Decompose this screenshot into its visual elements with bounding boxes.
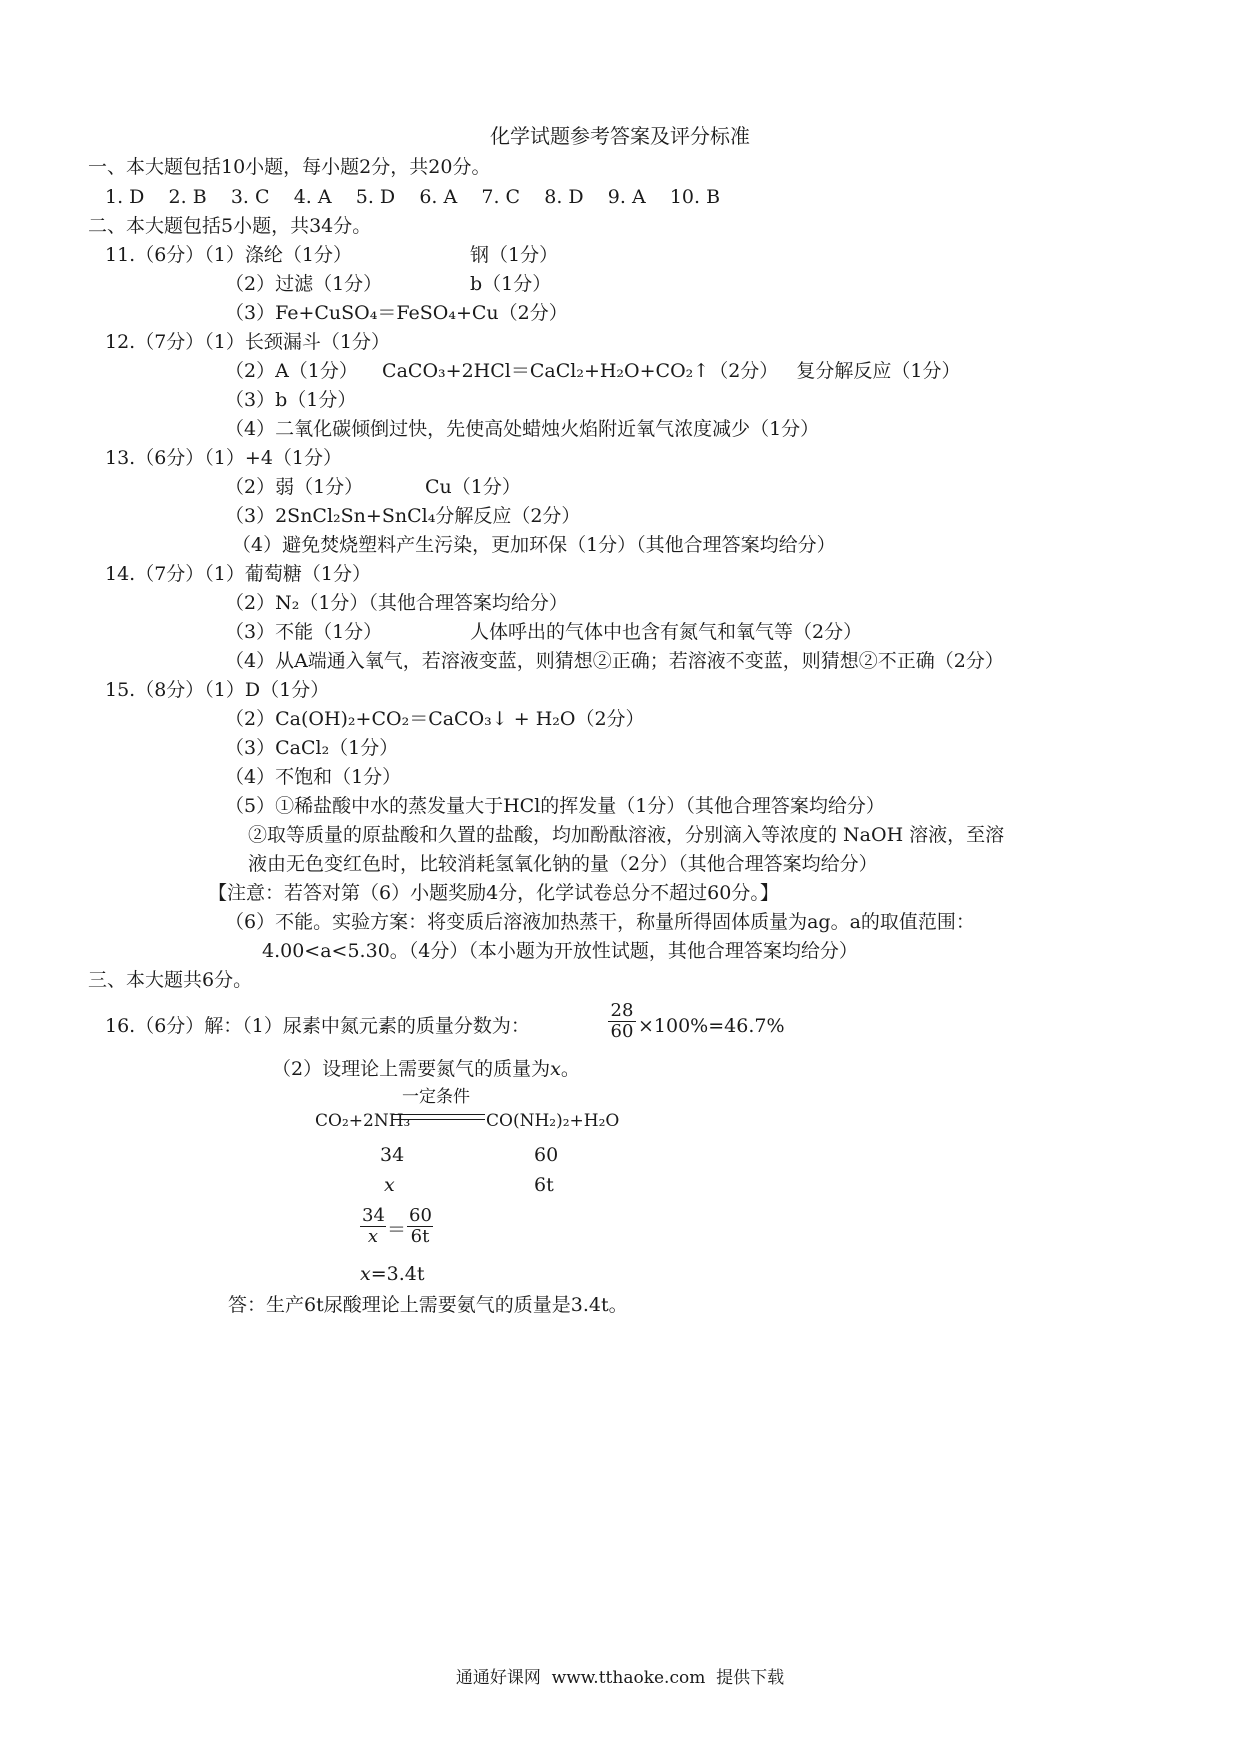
q15-a4: （4）不饱和（1分） [225,766,402,788]
section2-heading: 二、本大题包括5小题，共34分。 [88,215,372,237]
mass-nh3: 34 [380,1144,405,1166]
reaction-condition: 一定条件 [402,1087,470,1107]
q15-a5b-line2: 液由无色变红色时，比较消耗氢氧化钠的量（2分）（其他合理答案均给分） [248,853,878,875]
q15-a3: （3）CaCl₂（1分） [225,737,399,759]
q15-a6: （6）不能。实验方案：将变质后溶液加热蒸干，称量所得固体质量为ag。a的取值范围： [225,911,975,933]
q15-a6b: 4.00<a<5.30。（4分）（本小题为开放性试题，其他合理答案均给分） [262,940,858,962]
q14-a2: （2）N₂（1分）（其他合理答案均给分） [225,592,568,614]
q15-a5b-line1: ②取等质量的原盐酸和久置的盐酸，均加酚酞溶液，分别滴入等浓度的 NaOH 溶液，至溶 [248,824,1005,846]
var-nh3: x [384,1174,395,1196]
reaction-left: CO₂+2NH₃ [315,1111,411,1131]
reaction-equals-bottom [392,1119,485,1120]
footer-source: 通通好课网 www.tthaoke.com 提供下载 [455,1668,785,1688]
reaction-right: CO(NH₂)₂+H₂O [486,1111,620,1131]
solution [360,1261,425,1287]
q16-head: 16.（6分）解：（1）尿素中氮元素的质量分数为： [105,1015,530,1037]
q13-a2: （2）弱（1分） [225,476,364,498]
q11-a3: （3）Fe+CuSO₄＝FeSO₄+Cu（2分） [225,302,568,324]
q13-head: 13.（6分）（1）+4（1分） [105,447,342,469]
q12-a2: （2）A（1分） CaCO₃+2HCl＝CaCl₂+H₂O+CO₂↑（2分） 复分解反应（1分） [225,360,961,382]
ratio-left [360,1206,386,1247]
final-answer: 答：生产6t尿酸理论上需要氨气的质量是3.4t。 [228,1294,628,1316]
q13-a3: （3）2SnCl₂Sn+SnCl₄分解反应（2分） [225,505,581,527]
q14-a3: （3）不能（1分） [225,621,383,643]
q16-a2-text: （2）设理论上需要氮气的质量为 [272,1058,551,1080]
q11-head: 11.（6分）（1）涤纶（1分） [105,244,352,266]
q16-fraction [608,1001,636,1042]
var-urea: 6t [534,1174,554,1196]
q13-a4: （4）避免焚烧塑料产生污染，更加环保（1分）（其他合理答案均给分） [232,534,836,556]
q13-a2b: Cu（1分） [425,476,521,498]
q11-a2b: b（1分） [470,273,552,295]
ratio-right-num: 60 [409,1205,432,1226]
reaction-equals-top [392,1114,485,1115]
q16-a2-end: 。 [560,1058,580,1080]
q11-a2: （2）过滤（1分） [225,273,383,295]
q12-head: 12.（7分）（1）长颈漏斗（1分） [105,331,390,353]
q16-result: ×100%=46.7% [638,1015,785,1037]
q15-a2: （2）Ca(OH)₂+CO₂＝CaCO₃↓ + H₂O（2分） [225,708,645,730]
q15-head: 15.（8分）（1）D（1分） [105,679,330,701]
ratio-right-den: 6t [410,1226,430,1247]
page-title: 化学试题参考答案及评分标准 [490,124,750,148]
ratio-left-den: x [367,1226,379,1247]
ratio-equals: ＝ [387,1219,407,1241]
ratio-right [407,1206,433,1247]
q15-a5: （5）①稀盐酸中水的蒸发量大于HCl的挥发量（1分）（其他合理答案均给分） [225,795,885,817]
solution-var: x [360,1263,371,1285]
mass-urea: 60 [534,1144,559,1166]
ratio-left-num: 34 [362,1205,385,1226]
q15-note: 【注意：若答对第（6）小题奖励4分，化学试卷总分不超过60分。】 [208,882,779,904]
section1-answers: 1. D 2. B 3. C 4. A 5. D 6. A 7. C 8. D 9. A 10. B [105,186,721,208]
solution-value: =3.4t [370,1263,425,1285]
q16-a2-var: x [550,1058,561,1080]
q12-a4: （4）二氧化碳倾倒过快，先使高处蜡烛火焰附近氧气浓度减少（1分） [225,418,820,440]
q16-frac-den: 60 [610,1021,634,1042]
q16-frac-num: 28 [608,1001,636,1022]
q14-head: 14.（7分）（1）葡萄糖（1分） [105,563,371,585]
q14-a4: （4）从A端通入氧气，若溶液变蓝，则猜想②正确；若溶液不变蓝，则猜想②不正确（2分） [225,650,1004,672]
q11-a1b: 钢（1分） [470,244,559,266]
q12-a3: （3）b（1分） [225,389,357,411]
section1-heading: 一、本大题包括10小题，每小题2分，共20分。 [88,156,491,178]
q16-a2 [272,1056,580,1082]
section3-heading: 三、本大题共6分。 [88,969,253,991]
q14-a3b: 人体呼出的气体中也含有氮气和氧气等（2分） [470,621,863,643]
